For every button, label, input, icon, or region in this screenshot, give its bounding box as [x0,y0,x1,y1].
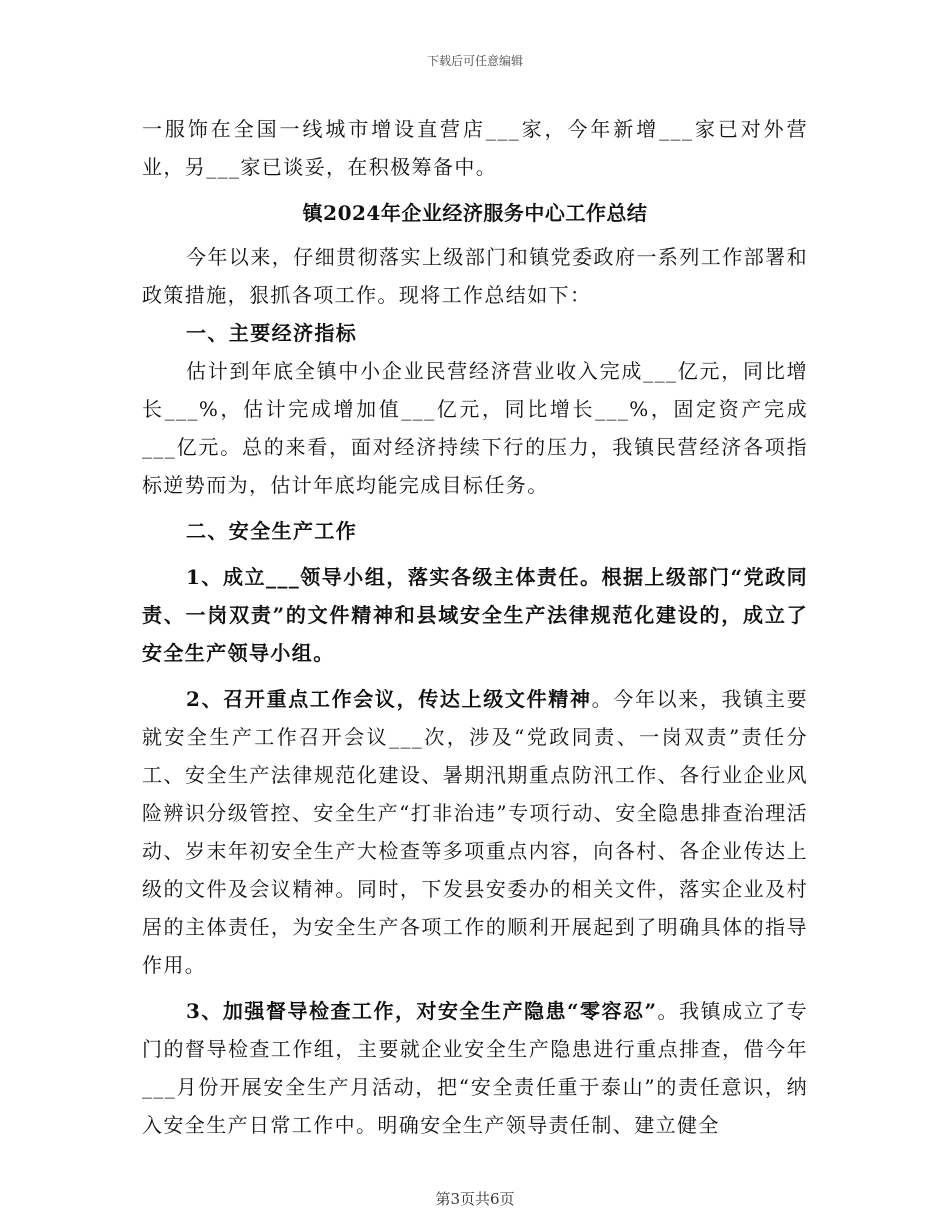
section-text-economic: 估计到年底全镇中小企业民营经济营业收入完成___亿元，同比增长___%，估计完成增加值___亿元，同比增长___%，固定资产完成___亿元。总的来看，面对经济持续下行的压力，我镇民营经济各项指标逆势而为，估计年底均能完成目标任务。 [142,359,808,497]
page-footer: 第3页共6页 [435,1190,515,1208]
safety-item-2 [142,680,808,984]
safety-item-1: 1、成立___领导小组，落实各级主体责任。根据上级部门“党政同责、一岗双责”的文件精神和县域安全生产法律规范化建设的，成立了安全生产领导小组。 [142,565,808,665]
section-heading-economic: 一、主要经济指标 [186,321,358,345]
safety-item-3-text: 。我镇成立了专门的督导检查工作组，主要就企业安全生产隐患进行重点排查，借今年___月份开展安全生产月活动，把“安全责任重于泰山”的责任意识，纳入安全生产日常工作中。明确安全生产领导责任制、建立健全 [142,999,808,1137]
safety-item-2-lead: 2、召开重点工作会议，传达上级文件精神 [186,687,592,711]
section-heading-safety: 二、安全生产工作 [186,519,358,543]
page-header: 下载后可任意编辑 [426,54,523,68]
safety-item-3 [142,992,808,1144]
document-body [142,110,808,1144]
safety-item-2-text: 。今年以来，我镇主要就安全生产工作召开会议___次，涉及“党政同责、一岗双责”责任分工、安全生产法律规范化建设、暑期汛期重点防汛工作、各行业企业风险辨识分级管控、安全生产“打非治违”专项行动、安全隐患排查治理活动、岁末年初安全生产大检查等多项重点内容，向各村、各企业传达上级的文件及会议精神。同时，下发县安委办的相关文件，落实企业及村居的主体责任，为安全生产各项工作的顺利开展起到了明确具体的指导作用。 [142,687,809,977]
document-title: 镇2024年企业经济服务中心工作总结 [302,201,648,225]
paragraph-continuation: 一服饰在全国一线城市增设直营店___家，今年新增___家已对外营业，另___家已谈妥，在积极筹备中。 [142,117,808,179]
intro-paragraph: 今年以来，仔细贯彻落实上级部门和镇党委政府一系列工作部署和政策措施，狠抓各项工作。现将工作总结如下： [142,245,808,307]
safety-item-3-lead: 3、加强督导检查工作，对安全生产隐患“零容忍” [186,999,658,1023]
